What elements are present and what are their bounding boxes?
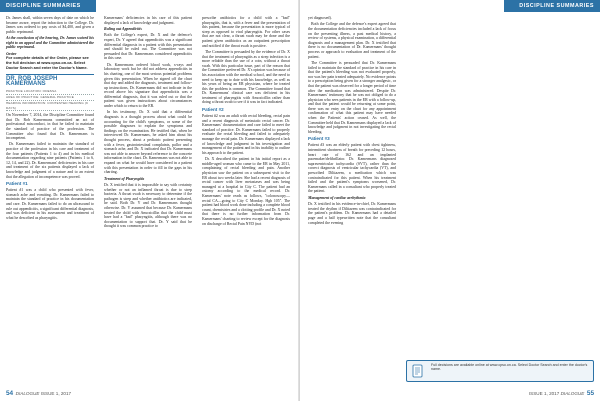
page-number: 54 — [6, 390, 14, 397]
order-label: Order — [6, 50, 17, 56]
paragraph: yet diagnosed). — [308, 16, 332, 20]
paragraph: Patient #3 was an elderly patient with chest tightness, intermittent shortness of breath for preceding 12 hours, heart rate of 162 and an implanted pacemaker/defibrillator. Dr. Kamermans diagnosed supraventricular tachycardia (SVT), rather than the correct diagnosis of ventricular tachycardia (VT), and prescribed Diltiazem, a medication which was contraindicated for this patient. When his treatment failed and the patient's symptoms worsened, Dr. Kamermans called in a consultant who properly treated the patient. — [308, 143, 396, 194]
issue-label: ISSUE 1, 2017 — [40, 391, 72, 396]
paragraph: In his testimony, Dr. X said that a differential diagnosis is a thought process about what could be accounting for the child's symptoms, or some of the possible diagnoses to explain the symptoms and findings on the examination. He testified that, when he interviewed Dr. Kamermans, he asked him about his thought process, about a pediatric patient presenting with a fever, gastrointestinal complaints, pallor and a stomach ache, and Dr. X indicated that Dr. Kamermans was not able to answer beyond reference to the concrete information in the chart. Dr. Kamermans was not able to expand on what he would have considered in a patient with this presentation in order to fill in the gaps in his charting. — [104, 110, 192, 175]
paragraph-italic: At the conclusion of the hearing, Dr. James waived his right to an appeal and the Committee administered the public reprimand. — [6, 36, 94, 50]
subheading-management-cardiac-arrhythmia: Management of cardiac arrhythmia — [308, 195, 366, 200]
left-column-1 — [6, 16, 94, 222]
section-banner-label: DISCIPLINE SUMMARIES — [6, 3, 81, 9]
divider — [6, 74, 94, 75]
doctor-name-heading: DR. ROB JOSEPH KAMERMANS — [6, 76, 58, 87]
publication-name: DIALOGUE — [560, 391, 585, 396]
meta-practice-location: PRACTICE LOCATION: ODESSA — [6, 89, 94, 94]
page-number: 55 — [586, 390, 594, 397]
full-decisions-callout — [406, 360, 594, 382]
paragraph: Both the College and the defence's expert agreed that the documentation deficiencies included a lack of focus on the presenting illness, a past medical history, a review of systems, a physical examination, a differential diagnosis and a management plan. Dr. X testified that there is no documentation of Dr. Kamermans' thought process or approach to evaluation and treatment of the patient. — [308, 22, 396, 59]
callout-text: Full decisions are available online at www.cpso.on.ca. Select Doctor Search and enter the doctor's name. — [431, 363, 588, 372]
section-banner-left — [0, 0, 96, 12]
page-footer-left — [6, 390, 71, 397]
section-banner-right — [504, 0, 600, 12]
subheading-patient-1: Patient #1 — [6, 181, 28, 187]
meta-area-of-practice: AREA OF PRACTICE: GENERAL PRACTICE — [6, 95, 94, 100]
left-column-3 — [202, 16, 290, 228]
order-text: For complete details of the Order, please see the full decision at www.cpso.on.ca. Select Doctor Search and enter the Doctor's Name. — [6, 55, 89, 70]
paragraph: Dr. X testified in his evidence-in-chief, Dr. Kamermans treated the rhythm if Diltiazem was contraindicated for the patient's problem. Dr. Kamermans had a detailed page and a half typewritten note that the consultant completed the evening — [308, 202, 396, 225]
left-column-2 — [104, 16, 192, 231]
document-icon — [411, 364, 425, 378]
paragraph: prescribe antibiotics for a child with a "bad" pharyngitis, that is, with a fever and the presentation of this patient, because the presentation is more typical of strep as opposed to viral pharyngitis. For other cases that are not clear, a throat swab may be done and the patient given antibiotics as an outpatient prescription and notified if the throat swab is positive. — [202, 16, 290, 48]
section-banner-label: DISCIPLINE SUMMARIES — [519, 3, 594, 9]
paragraph: Dr. X testified that it is impossible to say with certainty whether or not an inflamed throat is due to strep bacteria. A throat swab is necessary to determine if the pathogen is strep and whether antibiotics are indicated, he said. Both Dr. Y and Dr. Kamermans thought otherwise. Dr. Y assumed that because Dr. Kamermans treated the child with Amoxicillin that the child must have had a "bad" pharyngitis, although there was no documentation to support that. Dr. Y said that he thought it was common practice to — [104, 182, 192, 229]
page-footer-right — [529, 390, 594, 397]
right-page — [300, 0, 600, 401]
paragraph: Dr. Kamermans failed to maintain the standard of practice of the profession in his care and treatment of the four patients (Patients 1 to 4) and in his medical documentation regarding nine patients (Patients 1 to 6, 12, 14, and 22). Dr. Kamermans' deficiencies in his care and treatment of the six patients displayed a lack of knowledge and judgment of a nature and to an extent that the allegation of incompetence was proved. — [6, 142, 94, 179]
subheading-treatment-of-pharyngitis: Treatment of Pharyngitis — [104, 176, 145, 181]
publication-name: DIALOGUE — [15, 391, 40, 396]
paragraph: Dr. X described the patient in his initial report as a middle-aged woman who came to the ER in May 2011, complaining of rectal bleeding and pain. Another physician saw the patient on a subsequent visit to the ER about two weeks later. She had a recent diagnosis of rectal cancer with liver metastases and was being managed at a hospital in City C. The patient had an ostomy according to the medical record. Dr. Kamermans' note reads as follows, "colonoscopy—rectal CA—going to City C Monday. Hgb 105". The patient had blood work done including a complete blood count, chemistries and a clotting profile and Dr. X noted that there is no further information from Dr. Kamermans' charting to review except for the diagnosis on discharge of Rectal Pain NYD (not — [202, 157, 290, 226]
meta-hearing-info: HEARING INFORMATION: CONTESTED HEARING (9 DAYS) — [6, 101, 94, 111]
paragraph: Kamermans' deficiencies in his care of this patient displayed a lack of knowledge and judgment. — [104, 16, 192, 25]
right-column-1 — [308, 16, 396, 227]
paragraph: Dr. James shall, within seven days of date on which he became aware, report the infraction to the College. Dr. James was ordered to pay costs of $4,400, and given a public reprimand. — [6, 16, 94, 34]
subheading-patient-3: Patient #3 — [308, 136, 330, 142]
issue-label: ISSUE 1, 2017 — [528, 391, 560, 396]
paragraph: On November 7, 2014, the Discipline Committee found that Dr. Rob Kamermans committed an act of professional misconduct, in that he failed to maintain the standard of practice of the profession. The Committee also found that Dr. Kamermans is incompetent. — [6, 113, 94, 141]
case-meta — [6, 89, 94, 111]
subheading-patient-2: Patient #2 — [202, 107, 224, 113]
paragraph: Patient #2 was an adult with rectal bleeding, rectal pain and a recent diagnosis of metastatic rectal cancer. Dr. Kamermans' documentation and care failed to meet the standard of practice. Dr. Kamermans failed to properly evaluate the rectal bleeding and failed to adequately manage the rectal pain. Dr. Kamermans displayed a lack of knowledge and judgment in his investigation and management of the patient and in his inability to outline his approach to the patient. — [202, 114, 290, 155]
paragraph: Patient #1 was a child who presented with fever, stomach ache and vomiting. Dr. Kamermans failed to maintain the standard of practice in his documentation and care. Dr. Kamermans failed to do an ultrasound to rule out appendicitis, a significant differential diagnosis, and was deficient in his assessment and treatment of what he described as pharyngitis. — [6, 188, 94, 220]
paragraph: Both the College's expert, Dr. X and the defence's expert, Dr. Y agreed that appendicitis was a significant differential diagnosis in a patient with this presentation and should be ruled out. The Committee was not persuaded that Dr. Kamermans considered appendicitis in this case. — [104, 33, 192, 61]
paragraph: The Committee is persuaded that Dr. Kamermans failed to maintain the standard of practice in his care in that the patient's bleeding was not evaluated properly, nor was her pain treated adequately. No evidence points to a prescription being given for a stronger analgesic, or that the patient was observed for a longer period of time after the medication was administered. Despite Dr. Kamermans' testimony that he was not obliged to do a physician who sees patients in the ER with a follow-up, and that the patient would be returning at some point, there was no entry on the chart for any appointment confirmation of what this patient may have needed when the Patients' action ceased. As well, the Committee held that Dr. Kamermans displayed a lack of knowledge and judgment in not investigating the rectal bleeding. — [308, 60, 396, 134]
paragraph: The Committee is persuaded by the evidence of Dr. X that the treatment of pharyngitis as a strep infection is a more reliable than the use of a coin, without a throat swab. With this particular issue, part of the reason that the Committee preferred Dr. X's opinion was because of his association with the medical school, and the need to need to keep up to date with his knowledge, as well as his years of being an ER physician, where he treated this the problem is common. The Committee found that Dr. Kamermans' clinical care was deficient in his treatment of pharyngitis with Amoxicillin rather than doing a throat swab to see if it was in fact indicated. — [202, 49, 290, 105]
order-note — [6, 52, 94, 70]
paragraph: Dr. Kamermans ordered blood work, x-rays and laboratory work but he did not address appendicitis in his charting, one of the most serious potential problems given this presentation. When he signed off the chart that day and added the diagnosis, treatment and follow-up instructions, Dr. Kamermans did not indicate in the record above his signature that appendicitis was a differential diagnosis, that it was ruled out or that the patient was given instructions about circumstances under which to return to the ER. — [104, 62, 192, 109]
subheading-ruling-out-appendicitis: Ruling out Appendicitis — [104, 26, 142, 31]
